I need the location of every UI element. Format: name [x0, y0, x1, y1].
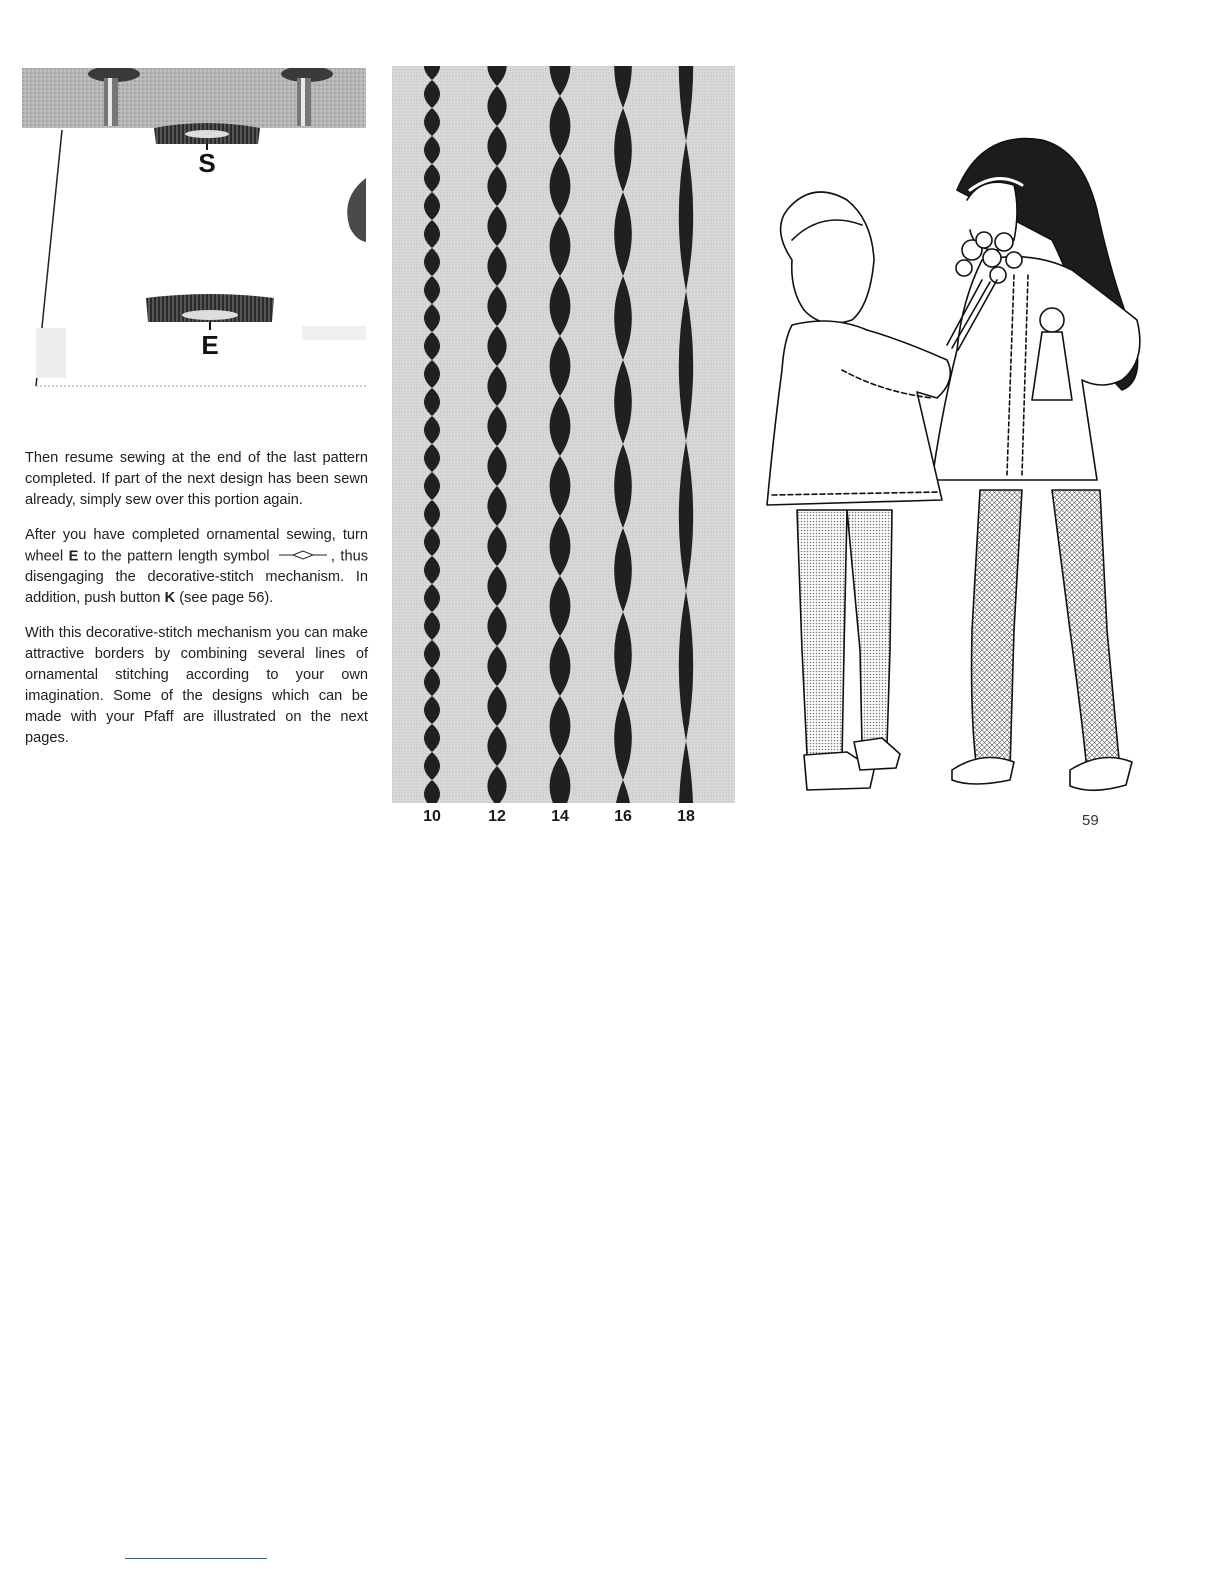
- paragraph-disengage: [25, 525, 368, 609]
- dial-photo: [22, 68, 366, 390]
- button-k-label: K: [164, 590, 176, 607]
- stitch-label-18: 18: [677, 808, 695, 825]
- paragraph-decorative-borders: With this decorative-stitch mechanism you can make attractive borders by combining several lines of ornamental stitching according to your own imagination. Some of the designs which can be made with your Pfaff are illustrated on the next pages.: [25, 625, 368, 747]
- page-number: 59: [1082, 812, 1099, 829]
- paragraph-disengage-part-1: After you have completed ornamental sewing, turn wheel: [25, 527, 368, 565]
- body-text: [25, 448, 368, 763]
- wheel-e-label: E: [68, 548, 79, 565]
- dial-label-e: E: [201, 330, 219, 360]
- paragraph-disengage-part-3: , thus disengaging the decorative-stitch mechanism. In addition, push button: [25, 548, 368, 607]
- dial-label-s: S: [198, 148, 216, 178]
- stitch-label-12: 12: [488, 808, 506, 825]
- paragraph-resume-sewing: Then resume sewing at the end of the last pattern completed. If part of the next design has been sewn already, simply sew over this portion again.: [25, 450, 368, 508]
- pattern-length-symbol-icon: [279, 546, 327, 567]
- footer-rule: [125, 1558, 267, 1559]
- paragraph-disengage-part-4: (see page 56).: [179, 590, 274, 607]
- children-illustration: [752, 130, 1152, 805]
- stitch-samples-photo: [392, 66, 735, 803]
- stitch-label-10: 10: [423, 808, 441, 825]
- stitch-label-14: 14: [551, 808, 569, 825]
- stitch-length-labels: [392, 808, 735, 832]
- stitch-label-16: 16: [614, 808, 632, 825]
- paragraph-disengage-part-2: to the pattern length symbol: [83, 548, 270, 565]
